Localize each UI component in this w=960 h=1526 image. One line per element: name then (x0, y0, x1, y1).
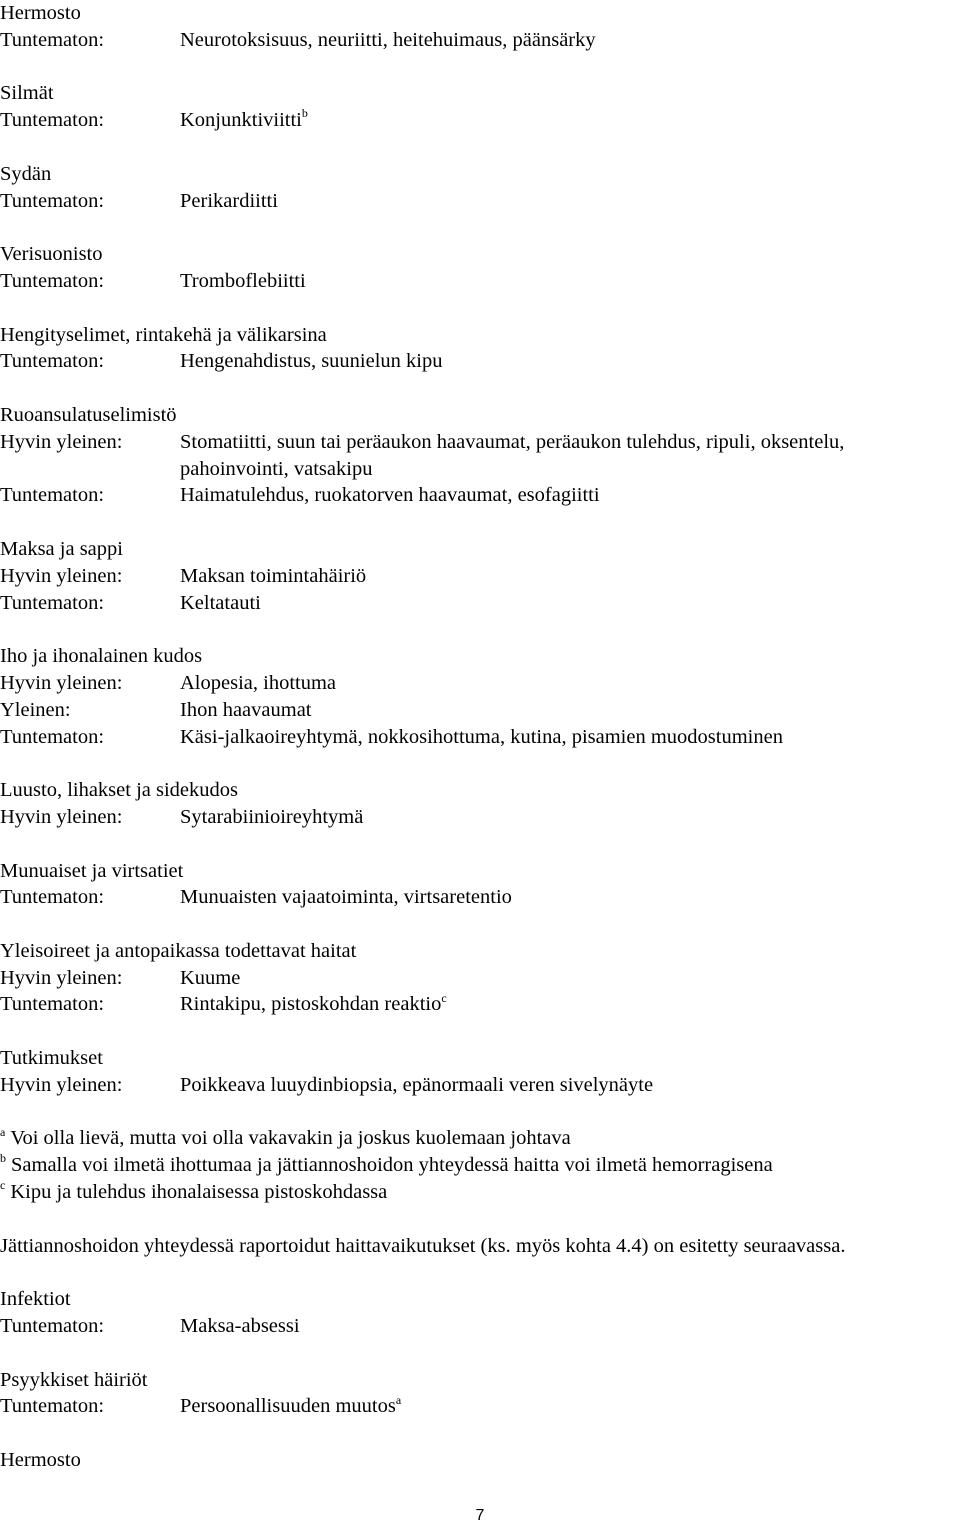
table-row (0, 563, 960, 590)
section-title-verisuonisto: Verisuonisto (0, 243, 103, 266)
section-title-maksa: Maksa ja sappi (0, 537, 123, 560)
section-title-munuaiset: Munuaiset ja virtsatiet (0, 859, 184, 882)
frequency-label: Hyvin yleinen: (0, 966, 123, 989)
adverse-effects: Persoonallisuuden muutos (180, 1395, 396, 1418)
adverse-effects: Rintakipu, pistoskohdan reaktio (180, 993, 442, 1016)
frequency-label: Hyvin yleinen: (0, 671, 123, 694)
table-row (0, 188, 960, 215)
frequency-label: Tuntematon: (0, 189, 105, 212)
intro-paragraph: Jättiannoshoidon yhteydessä raportoidut haittavaikutukset (ks. myös kohta 4.4) on esitetty seuraavassa. (0, 1234, 846, 1257)
table-row (0, 1072, 960, 1099)
footnote-mark: a (0, 1124, 6, 1139)
section-title-infektiot: Infektiot (0, 1288, 71, 1311)
frequency-label: Tuntematon: (0, 28, 105, 51)
table-row (0, 348, 960, 375)
table-row (0, 590, 960, 617)
frequency-label: Hyvin yleinen: (0, 1073, 123, 1096)
footnote-text: Voi olla lievä, mutta voi olla vakavakin ja joskus kuolemaan johtava (10, 1127, 571, 1150)
section-title-silmat: Silmät (0, 82, 54, 105)
adverse-effects: Konjunktiviitti (180, 109, 302, 132)
section-title-yleisoireet: Yleisoireet ja antopaikassa todettavat haitat (0, 939, 357, 962)
adverse-effects-cell (180, 1393, 401, 1420)
frequency-label: Tuntematon: (0, 269, 105, 292)
table-row (0, 482, 960, 509)
footnote-b (0, 1152, 960, 1179)
adverse-effects: Neurotoksisuus, neuriitti, heitehuimaus, päänsärky (180, 28, 596, 51)
frequency-label: Tuntematon: (0, 725, 105, 748)
adverse-effects-cell (180, 991, 447, 1018)
table-row (0, 429, 960, 456)
table-row (0, 670, 960, 697)
footnote-mark: b (301, 106, 308, 121)
frequency-label: Tuntematon: (0, 1315, 105, 1338)
frequency-label: Tuntematon: (0, 109, 105, 132)
table-row (0, 991, 960, 1018)
adverse-effects: Ihon haavaumat (180, 698, 312, 721)
adverse-effects: Perikardiitti (180, 189, 278, 212)
footnote-text: Kipu ja tulehdus ihonalaisessa pistoskohdassa (10, 1181, 388, 1204)
frequency-label: Tuntematon: (0, 886, 105, 909)
frequency-label: Tuntematon: (0, 993, 105, 1016)
table-row (0, 804, 960, 831)
table-row (0, 884, 960, 911)
table-row (0, 27, 960, 54)
adverse-effects: Haimatulehdus, ruokatorven haavaumat, esofagiitti (180, 484, 600, 507)
page-number: 7 (475, 1507, 485, 1524)
frequency-label: Hyvin yleinen: (0, 430, 123, 453)
frequency-label: Yleinen: (0, 698, 71, 721)
footnote-mark: c (0, 1178, 6, 1193)
footnote-a (0, 1125, 960, 1152)
adverse-effects: Sytarabiinioireyhtymä (180, 805, 364, 828)
table-row (0, 697, 960, 724)
table-row (0, 965, 960, 992)
adverse-effects: Poikkeava luuydinbiopsia, epänormaali veren sivelynäyte (180, 1073, 654, 1096)
adverse-effects: Stomatiitti, suun tai peräaukon haavaumat, peräaukon tulehdus, ripuli, oksentelu, (180, 430, 845, 453)
section-title-psyykkiset: Psyykkiset häiriöt (0, 1368, 148, 1391)
footnote-text: Samalla voi ilmetä ihottumaa ja jättiannoshoidon yhteydessä haitta voi ilmetä hemorragisena (11, 1154, 773, 1177)
footnote-c (0, 1179, 960, 1206)
section-title-hermosto-2: Hermosto (0, 1449, 81, 1472)
section-title-hengityselimet: Hengityselimet, rintakehä ja välikarsina (0, 323, 327, 346)
adverse-effects: Käsi-jalkaoireyhtymä, nokkosihottuma, kutina, pisamien muodostuminen (180, 725, 783, 748)
section-title-ruoansulatus: Ruoansulatuselimistö (0, 403, 177, 426)
footnote-mark: b (0, 1151, 6, 1166)
section-title-tutkimukset: Tutkimukset (0, 1047, 103, 1070)
table-row (0, 107, 960, 134)
adverse-effects: Hengenahdistus, suunielun kipu (180, 350, 443, 373)
adverse-effects-cell (180, 107, 308, 134)
section-title-sydan: Sydän (0, 162, 52, 185)
footnote-mark: a (395, 1392, 402, 1407)
frequency-label: Tuntematon: (0, 484, 105, 507)
table-row (0, 1313, 960, 1340)
frequency-label: Tuntematon: (0, 591, 105, 614)
adverse-effects: Keltatauti (180, 591, 261, 614)
adverse-effects: Alopesia, ihottuma (180, 671, 337, 694)
table-row (0, 1393, 960, 1420)
table-row-continuation (0, 456, 960, 483)
section-title-iho: Iho ja ihonalainen kudos (0, 645, 203, 668)
adverse-effects: Maksan toimintahäiriö (180, 564, 367, 587)
frequency-label: Tuntematon: (0, 350, 105, 373)
table-row (0, 268, 960, 295)
adverse-effects: Tromboflebiitti (180, 269, 306, 292)
frequency-label: Hyvin yleinen: (0, 564, 123, 587)
footnote-mark: c (441, 990, 447, 1005)
adverse-effects: Munuaisten vajaatoiminta, virtsaretentio (180, 886, 512, 909)
adverse-effects: Maksa-absessi (180, 1315, 300, 1338)
section-title-luusto: Luusto, lihakset ja sidekudos (0, 779, 239, 802)
section-title-hermosto: Hermosto (0, 2, 81, 24)
adverse-effects-continued: pahoinvointi, vatsakipu (180, 457, 373, 480)
adverse-effects: Kuume (180, 966, 241, 989)
frequency-label: Tuntematon: (0, 1395, 105, 1418)
table-row (0, 724, 960, 751)
frequency-label: Hyvin yleinen: (0, 805, 123, 828)
